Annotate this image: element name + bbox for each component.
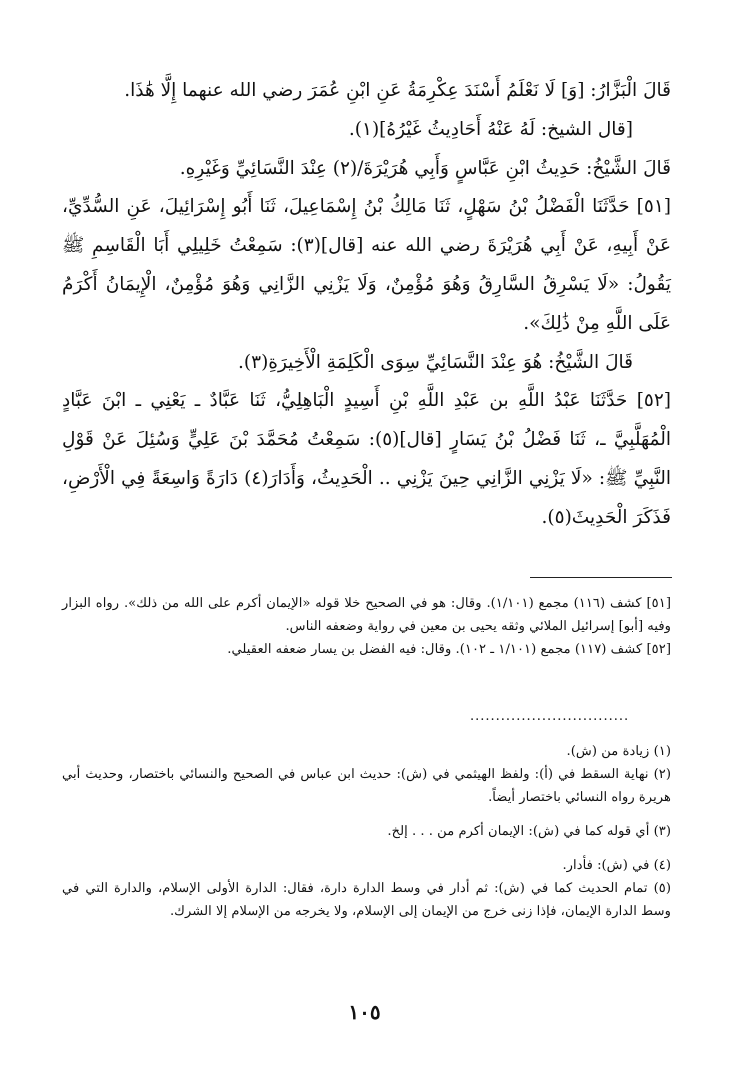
shaykh-comment-1: قَالَ الشَّيْخُ: حَدِيثُ ابْنِ عَبَّاسٍ وَأَبِي هُرَيْرَةَ/(٢) عِنْدَ النَّسَائِيِّ وَغَيْرِهِ. [179, 157, 671, 179]
footnote-5: (٥) تمام الحديث كما في (ش): ثم أدار في وسط الدارة دارة، فقال: الدارة الأولى الإسلام، والدارة التي في وسط الدارة الإيمان، فإذا زنى خرج من الإيمان إلى الإسلام، ولا يخرجه من الإسلام إلا الشرك. [62, 881, 671, 919]
takhrij-51: [٥١] كشف (١١٦) مجمع (١/١٠١). وقال: هو في الصحيح خلا قوله «الإيمان أكرم على الله من ذلك». رواه البزار وفيه [أبو] إسرائيل الملائي وثقه يحيى بن معين في رواية وضعفه الناس. [62, 596, 671, 634]
shaykh-comment-2: قَالَ الشَّيْخُ: هُوَ عِنْدَ النَّسَائِيِّ سِوَى الْكَلِمَةِ الْأَخِيرَةِ(٣). [238, 351, 633, 373]
footnote-2: (٢) نهاية السقط في (أ): ولفظ الهيثمي في (ش): حديث ابن عباس في الصحيح والنسائي باختصار، وحديث أبي هريرة رواه النسائي باختصار أيضاً. [62, 767, 671, 805]
footnote-separator [530, 577, 672, 578]
footnote-4: (٤) في (ش): فأدار. [562, 858, 671, 873]
page-number: ١٠٥ [348, 1000, 381, 1024]
shaykh-bracket-note: [قال الشيخ: لَهُ عَنْهُ أَحَادِيثُ غَيْرُهُ](١). [348, 118, 633, 140]
hadith-52: [٥٢] حَدَّثَنَا عَبْدُ اللَّهِ بن عَبْدِ اللَّهِ بْنِ أَسِيدٍ الْبَاهِلِيُّ، ثَنَا عَبَّادٌ ـ يَعْنِي ـ ابْنَ عَبَّادٍ الْمُهَلَّبِيَّ ـ، ثَنَا فَضْلُ بْنُ يَسَارٍ [قال](٥): سَمِعْتُ مُحَمَّدَ بْنَ عَلِيٍّ وَسُئِلَ عَنْ قَوْلِ النَّبِيِّ ﷺ: «لَا يَزْنِي الزَّانِي حِينَ يَزْنِي .. الْحَدِيثُ، وَأَدَارَ(٤) دَارَةً وَاسِعَةً فِي الْأَرْضِ، فَذَكَرَ الْحَدِيثَ(٥). [62, 390, 671, 528]
footnote-1: (١) زيادة من (ش). [566, 744, 671, 759]
hadith-51: [٥١] حَدَّثَنَا الْفَضْلُ بْنُ سَهْلٍ، ثَنَا مَالِكُ بْنُ إِسْمَاعِيلَ، ثَنَا أَبُو إِسْرَائِيلَ، عَنِ السُّدِّيِّ، عَنْ أَبِيهِ، عَنْ أَبِي هُرَيْرَةَ رضي الله عنه [قال](٣): سَمِعْتُ خَلِيلِي أَبَا الْقَاسِمِ ﷺ يَقُولُ: «لَا يَسْرِقُ السَّارِقُ وَهُوَ مُؤْمِنٌ، وَلَا يَزْنِي الزَّانِي وَهُوَ مُؤْمِنٌ، الْإِيمَانُ أَكْرَمُ عَلَى اللَّهِ مِنْ ذَٰلِكَ». [62, 196, 672, 334]
takhrij-52: [٥٢] كشف (١١٧) مجمع (١/١٠١ ـ ١٠٢). وقال: فيه الفضل بن يسار ضعفه العقيلي. [227, 642, 671, 657]
dotted-separator: ............................... [470, 709, 630, 724]
main-text [62, 72, 671, 538]
bazzar-statement: قَالَ الْبَزَّارُ: [وَ] لَا نَعْلَمُ أَسْنَدَ عِكْرِمَةُ عَنِ ابْنِ عُمَرَ رضي الله عنهما إِلَّا هَٰذَا. [124, 80, 671, 101]
takhrij-notes [62, 592, 671, 661]
footnote-3: (٣) أي قوله كما في (ش): الإيمان أكرم من . . . إلخ. [387, 824, 671, 839]
footnotes [62, 740, 671, 923]
